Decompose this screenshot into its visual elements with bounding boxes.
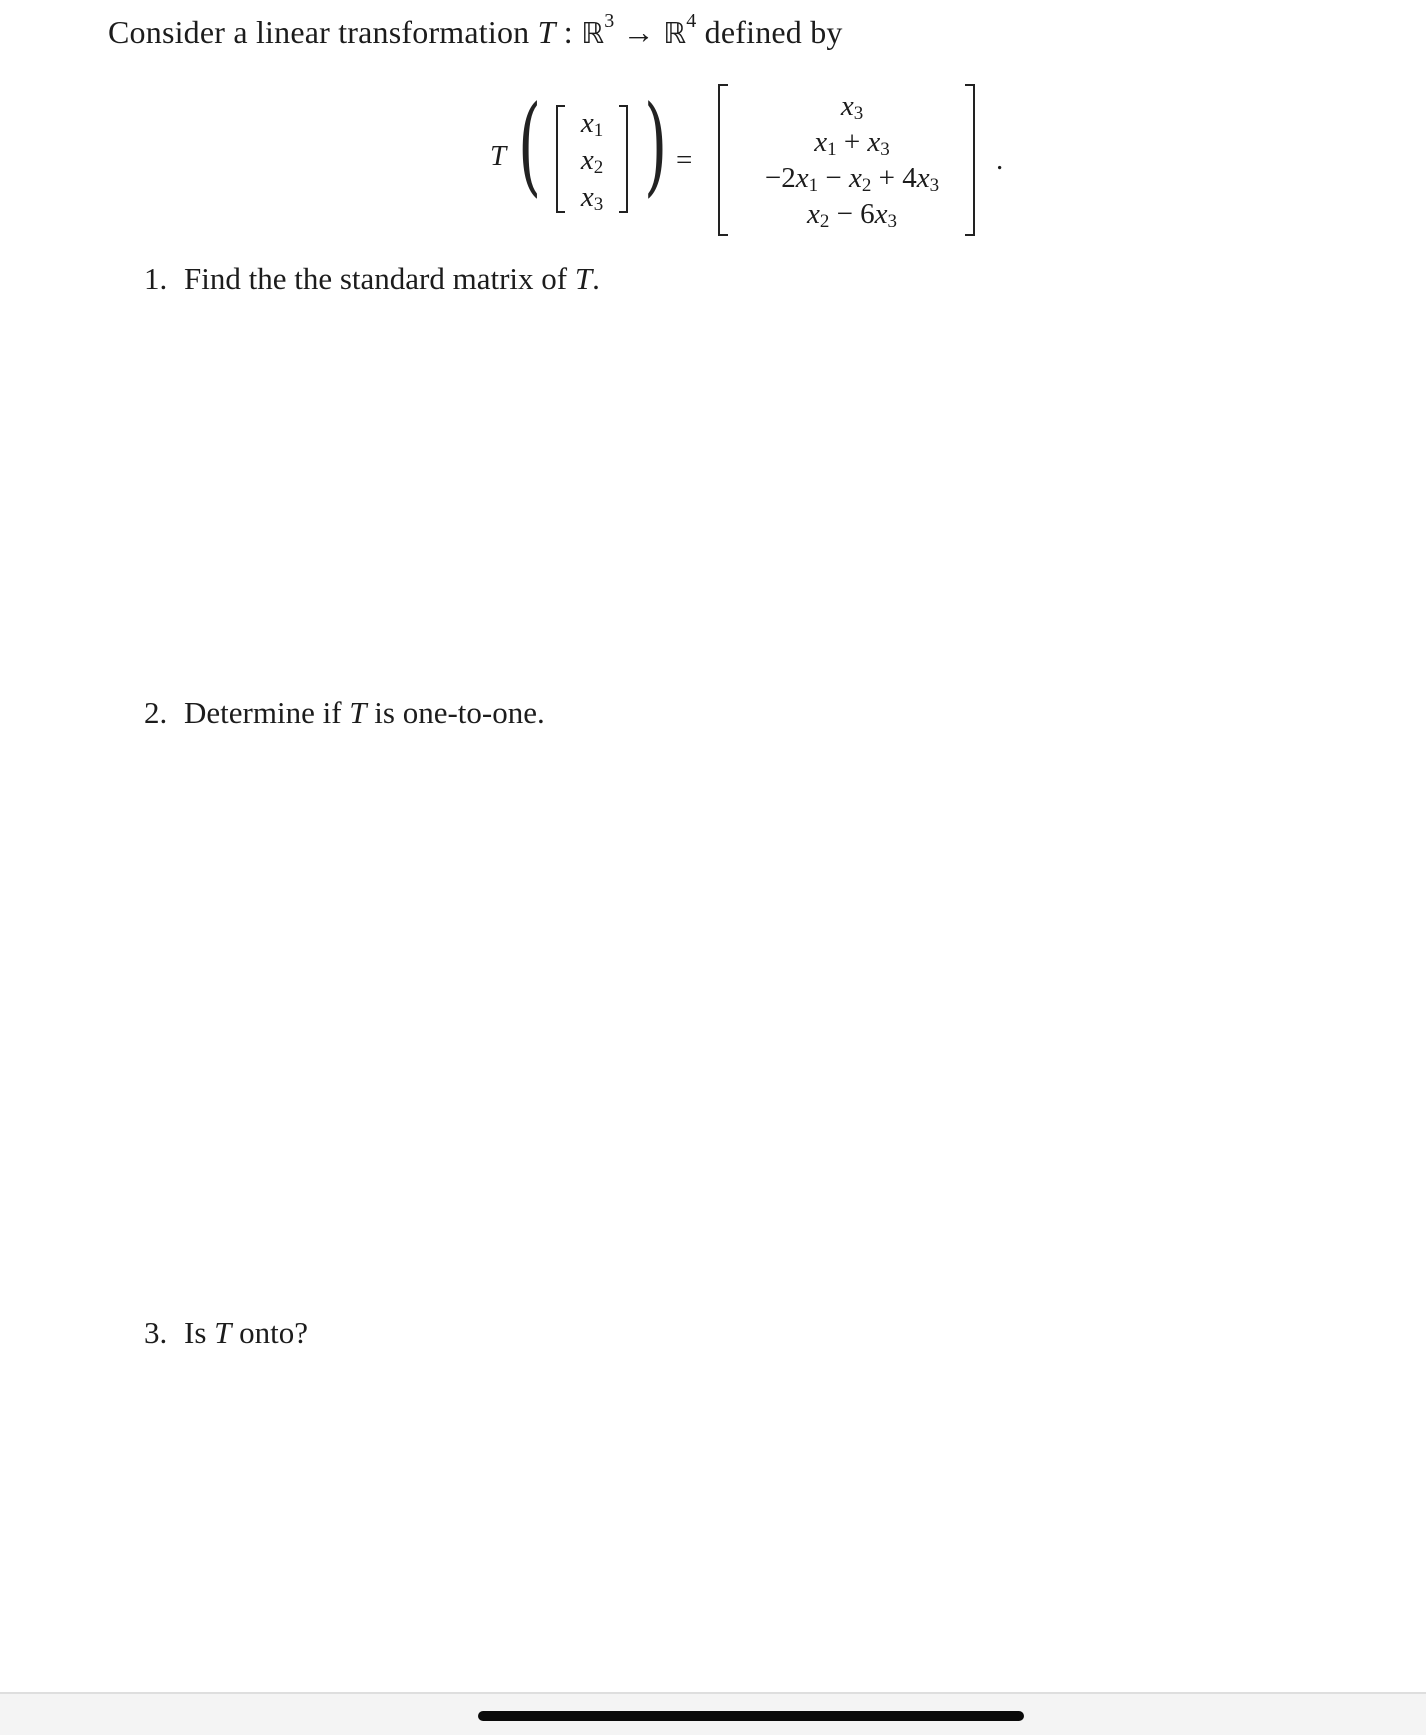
home-indicator[interactable] [478, 1711, 1024, 1721]
question-2-end: is one-to-one. [366, 695, 545, 730]
question-1-number: 1. [144, 261, 168, 296]
colon: : [555, 14, 582, 50]
question-3 [144, 1315, 308, 1351]
output-row-2: $x_1 + x_3$ [814, 126, 890, 160]
arrow: → [614, 14, 664, 50]
input-x1: $x_1$ [580, 107, 604, 141]
domain-exponent: 3 [604, 10, 615, 33]
output-row-3: $-2x_1 - x_2 + 4x_3$ [764, 162, 940, 196]
question-2-symbol: T [349, 695, 367, 730]
question-3-number: 3. [144, 1315, 168, 1350]
right-parenthesis: ) [644, 83, 668, 208]
codomain-set: ℝ [663, 16, 687, 50]
question-2 [144, 695, 545, 731]
input-x3: $x_3$ [580, 181, 604, 215]
question-1 [144, 261, 600, 297]
intro-text-start: Consider a linear transformation [108, 14, 538, 50]
output-row-4: $x_2 - 6x_3$ [806, 198, 898, 232]
domain-set: ℝ [581, 16, 605, 50]
transformation-equation [0, 0, 1426, 240]
question-1-symbol: T [574, 261, 593, 296]
function-name: T [490, 140, 507, 172]
input-x2: $x_2$ [580, 144, 604, 178]
intro-text-end: defined by [696, 14, 843, 50]
question-3-symbol: T [214, 1315, 232, 1350]
question-2-text: Determine if [184, 695, 350, 730]
question-1-text: Find the the standard matrix of [184, 261, 575, 296]
question-2-number: 2. [144, 695, 168, 730]
output-row-1: $x_3$ [840, 90, 864, 124]
question-1-end: . [592, 261, 600, 296]
map-symbol: T [537, 14, 556, 50]
left-parenthesis: ( [518, 83, 542, 208]
question-3-text: Is [184, 1315, 215, 1350]
equation-period: . [996, 144, 1004, 176]
equals-sign: = [676, 144, 693, 176]
question-3-end: onto? [231, 1315, 309, 1350]
codomain-exponent: 4 [686, 10, 697, 33]
